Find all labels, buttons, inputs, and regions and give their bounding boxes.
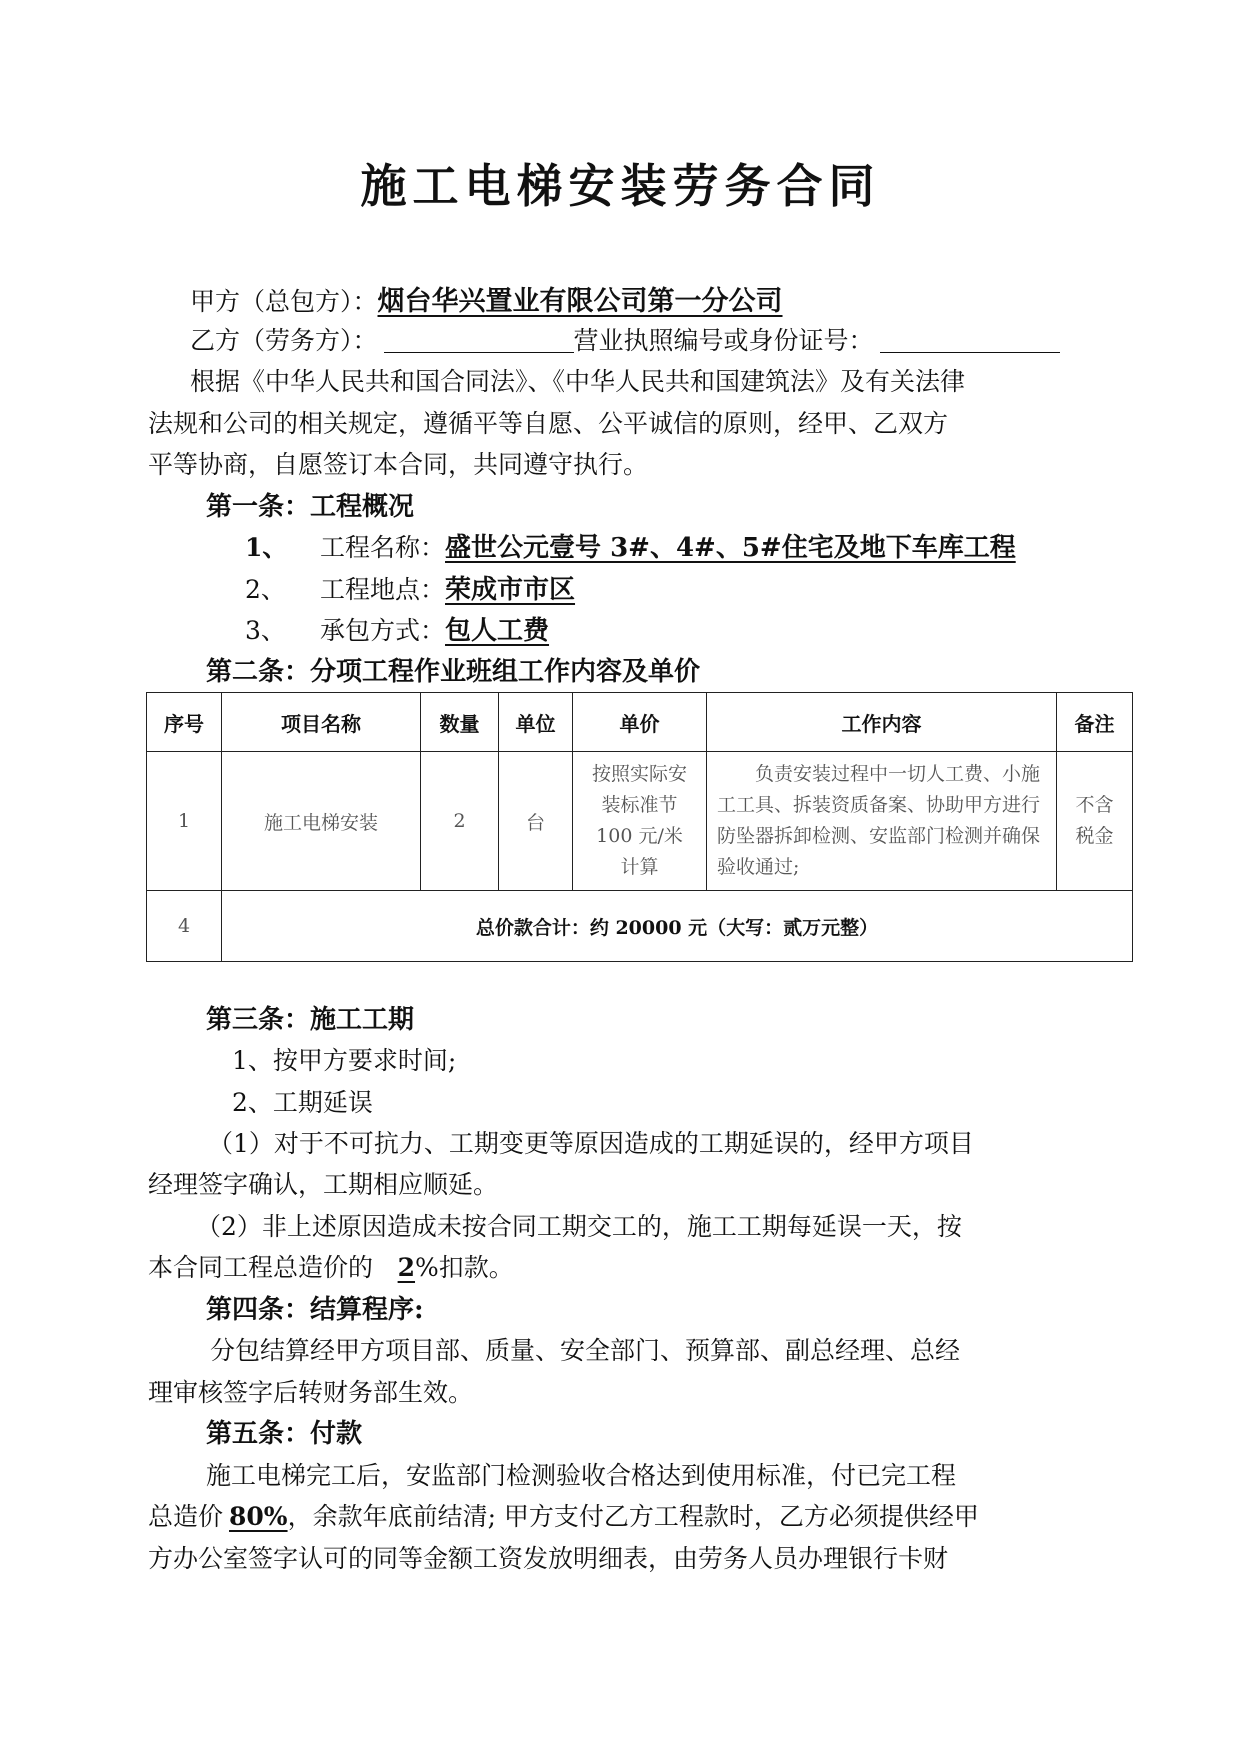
article3-heading: 第三条：施工工期 xyxy=(206,1005,415,1035)
party-a-name: 烟台华兴置业有限公司第一分公司 xyxy=(377,286,783,317)
header-work-content: 工作内容 xyxy=(707,693,1057,752)
article3-p2-line-2 xyxy=(148,1255,514,1280)
header-index: 序号 xyxy=(147,693,222,752)
party-b-name-blank[interactable] xyxy=(384,328,574,353)
article1-heading: 第一条：工程概况 xyxy=(206,492,415,522)
item-number: 1、 xyxy=(245,533,288,562)
article4-heading: 第四条：结算程序: xyxy=(206,1295,424,1325)
party-b-license-label: 营业执照编号或身份证号： xyxy=(573,326,874,355)
article5-line-3: 方办公室签字认可的同等金额工资发放明细表，由劳务人员办理银行卡财 xyxy=(148,1544,949,1573)
delay-penalty-percent: 2 xyxy=(397,1253,416,1282)
cell-item-name: 施工电梯安装 xyxy=(222,752,421,891)
article3-p1-line-1: （1）对于不可抗力、工期变更等原因造成的工期延误的，经甲方项目 xyxy=(208,1129,974,1158)
price-line: 按照实际安 xyxy=(591,763,687,785)
article3-item-2: 2、工期延误 xyxy=(232,1088,373,1117)
preamble-line-2: 法规和公司的相关规定，遵循平等自愿、公平诚信的原则，经甲、乙双方 xyxy=(148,409,949,438)
cell-unit: 台 xyxy=(499,752,573,891)
cell-index: 4 xyxy=(147,891,222,962)
item-number: 2、 xyxy=(245,575,286,604)
cell-work-content: 负责安装过程中一切人工费、小施工工具、拆装资质备案、协助甲方进行防坠器拆卸检测、安监部门检测并确保验收通过; xyxy=(707,752,1057,891)
party-a-label: 甲方（总包方）： xyxy=(190,287,378,316)
document-title: 施工电梯安装劳务合同 xyxy=(360,159,881,213)
p2-text-pre: 本合同工程总造价的 xyxy=(148,1253,374,1282)
item-number: 3、 xyxy=(245,616,286,645)
party-b-license-blank[interactable] xyxy=(880,328,1060,353)
article5-line-2 xyxy=(148,1504,979,1529)
article3-p1-line-2: 经理签字确认，工期相应顺延。 xyxy=(148,1170,499,1199)
item-label: 工程名称： xyxy=(320,533,446,562)
cell-index: 1 xyxy=(147,752,222,891)
item-label: 工程地点： xyxy=(320,575,446,604)
cell-unit-price xyxy=(573,752,707,891)
price-line: 装标准节 xyxy=(601,794,678,816)
header-quantity: 数量 xyxy=(421,693,499,752)
article1-item-2 xyxy=(245,577,575,603)
work-items-table xyxy=(146,692,1133,962)
project-name: 盛世公元壹号 3#、4#、5#住宅及地下车库工程 xyxy=(445,533,1016,563)
table-row xyxy=(147,752,1133,891)
preamble-line-1: 根据《中华人民共和国合同法》、《中华人民共和国建筑法》及有关法律 xyxy=(190,367,966,396)
note-line: 不含 xyxy=(1075,794,1114,816)
line2-pre: 总造价 xyxy=(148,1502,224,1531)
article3-p2-line-1: （2）非上述原因造成未按合同工期交工的，施工工期每延误一天，按 xyxy=(196,1212,962,1241)
party-b-line xyxy=(190,328,1060,353)
article2-heading: 第二条：分项工程作业班组工作内容及单价 xyxy=(206,657,701,687)
article1-item-1 xyxy=(245,535,1016,561)
preamble-line-3: 平等协商，自愿签订本合同，共同遵守执行。 xyxy=(148,450,649,479)
header-unit-price: 单价 xyxy=(573,693,707,752)
article3-item-1: 1、按甲方要求时间; xyxy=(232,1046,457,1075)
price-line: 100 元/米 xyxy=(596,825,683,847)
line2-post: ，余款年底前结清; 甲方支付乙方工程款时，乙方必须提供经甲 xyxy=(287,1502,979,1531)
header-unit: 单位 xyxy=(499,693,573,752)
party-b-label: 乙方（劳务方）： xyxy=(190,326,378,355)
project-location: 荣成市市区 xyxy=(445,575,576,605)
p2-text-post: %扣款。 xyxy=(415,1253,514,1282)
cell-total: 总价款合计：约 20000 元（大写：贰万元整） xyxy=(222,891,1133,962)
article4-line-2: 理审核签字后转财务部生效。 xyxy=(148,1378,474,1407)
cell-note xyxy=(1057,752,1133,891)
table-total-row xyxy=(147,891,1133,962)
cell-quantity: 2 xyxy=(421,752,499,891)
payment-percent: 80% xyxy=(229,1502,288,1531)
price-line: 计算 xyxy=(620,856,659,878)
header-item-name: 项目名称 xyxy=(222,693,421,752)
article5-line-1: 施工电梯完工后，安监部门检测验收合格达到使用标准，付已完工程 xyxy=(206,1461,957,1490)
party-a-line xyxy=(190,288,783,315)
item-label: 承包方式： xyxy=(320,616,446,645)
article5-heading: 第五条：付款 xyxy=(206,1419,363,1449)
article1-item-3 xyxy=(245,618,549,644)
article4-line-1: 分包结算经甲方项目部、质量、安全部门、预算部、副总经理、总经 xyxy=(210,1336,961,1365)
contract-method: 包人工费 xyxy=(445,616,550,646)
note-line: 税金 xyxy=(1075,825,1114,847)
header-note: 备注 xyxy=(1057,693,1133,752)
